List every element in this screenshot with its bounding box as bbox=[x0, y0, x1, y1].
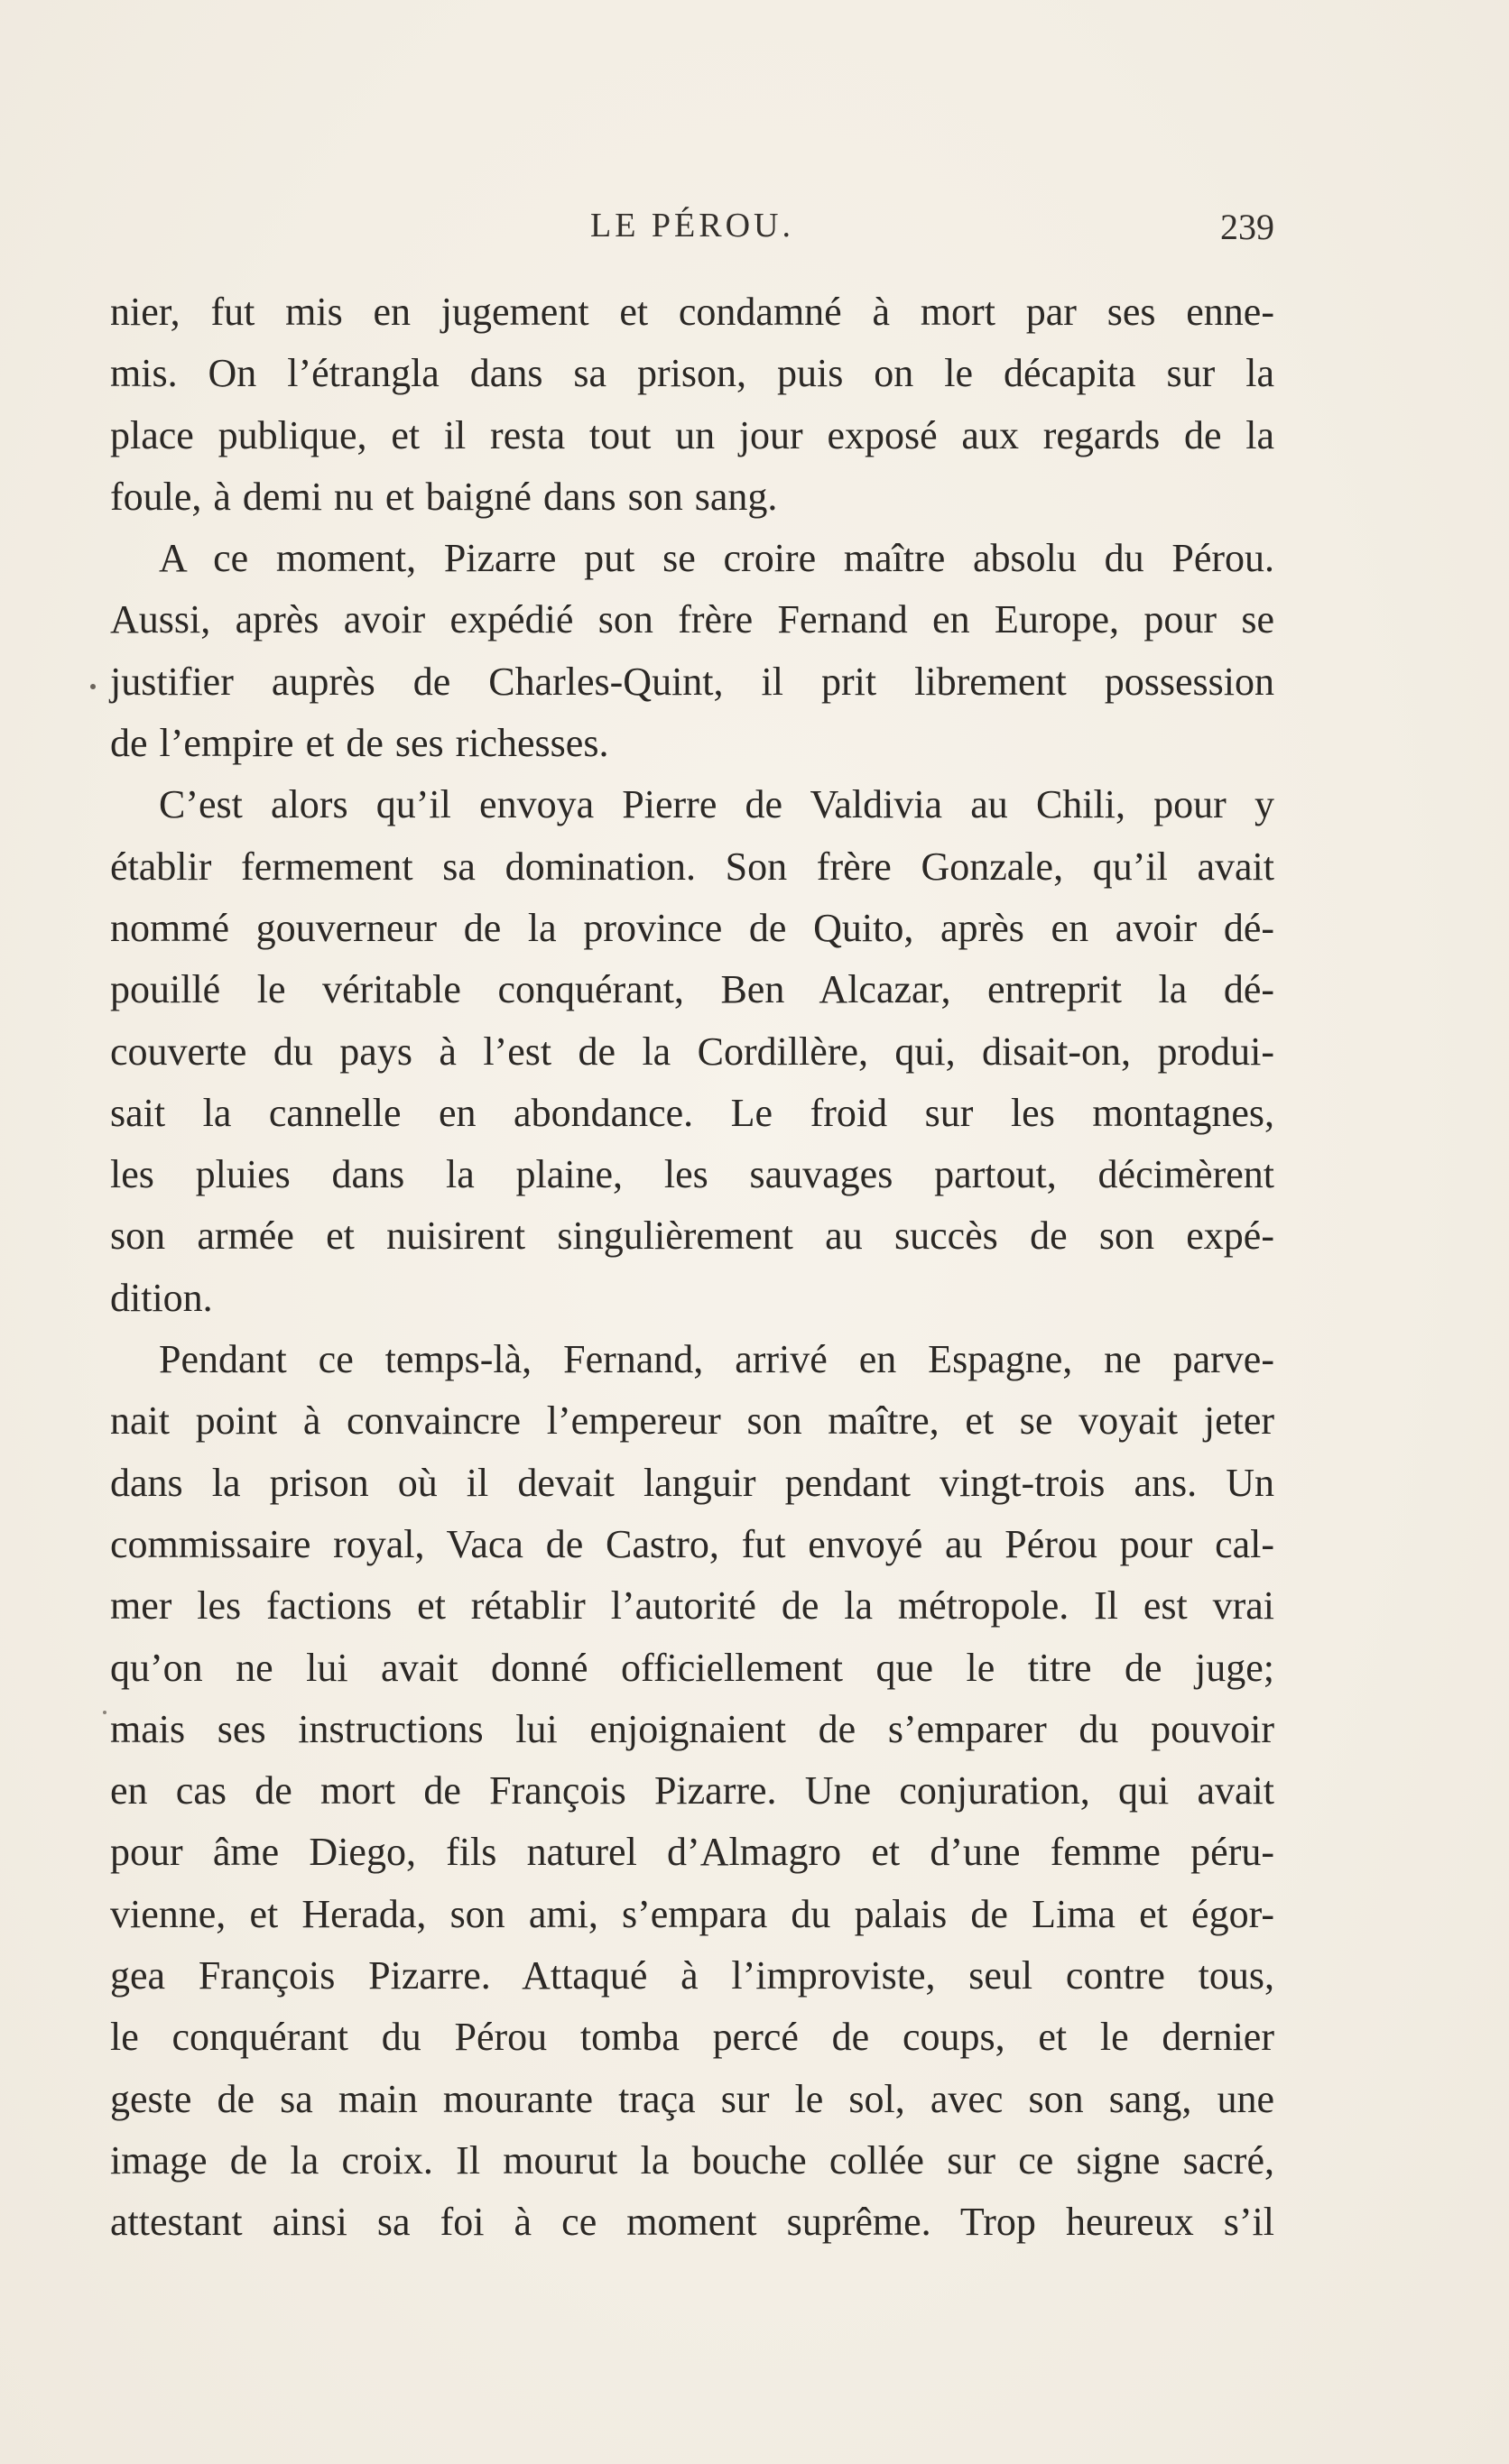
text-line: foule, à demi nu et baigné dans son sang. bbox=[110, 474, 778, 519]
text-line: dition. bbox=[110, 1275, 213, 1320]
text-line: justifier auprès de Charles-Quint, il prit librement possession bbox=[110, 659, 1274, 704]
text-line: le conquérant du Pérou tomba percé de coups, et le dernier bbox=[110, 2015, 1274, 2060]
text-line: établir fermement sa domination. Son frère Gonzale, qu’il avait bbox=[110, 844, 1274, 889]
text-line: place publique, et il resta tout un jour exposé aux regards de la bbox=[110, 412, 1274, 457]
running-head bbox=[110, 206, 1274, 260]
text-line: nier, fut mis en jugement et condamné à mort par ses enne- bbox=[110, 290, 1274, 334]
text-line: vienne, et Herada, son ami, s’empara du palais de Lima et égor- bbox=[110, 1891, 1274, 1936]
text-line: sait la cannelle en abondance. Le froid sur les montagnes, bbox=[110, 1090, 1274, 1135]
text-line: mais ses instructions lui enjoignaient de s’emparer du pouvoir bbox=[110, 1706, 1274, 1751]
text-line: commissaire royal, Vaca de Castro, fut envoyé au Pérou pour cal- bbox=[110, 1521, 1274, 1566]
text-line: de l’empire et de ses richesses. bbox=[110, 721, 609, 766]
text-line: son armée et nuisirent singulièrement au succès de son expé- bbox=[110, 1214, 1274, 1259]
text-line: dans la prison où il devait languir pendant vingt-trois ans. Un bbox=[110, 1460, 1274, 1505]
margin-mark bbox=[103, 1711, 106, 1714]
page-number: 239 bbox=[1220, 207, 1274, 247]
text-line: Pendant ce temps-là, Fernand, arrivé en Espagne, ne parve- bbox=[159, 1337, 1274, 1382]
text-line: C’est alors qu’il envoya Pierre de Valdivia au Chili, pour y bbox=[159, 782, 1274, 827]
text-line: attestant ainsi sa foi à ce moment suprême. Trop heureux s’il bbox=[110, 2200, 1274, 2245]
text-line: en cas de mort de François Pizarre. Une conjuration, qui avait bbox=[110, 1768, 1274, 1813]
running-title: LE PÉROU. bbox=[590, 207, 794, 245]
body-text bbox=[110, 281, 1274, 2254]
text-line: pouillé le véritable conquérant, Ben Alcazar, entreprit la dé- bbox=[110, 967, 1274, 1012]
text-line: couverte du pays à l’est de la Cordillère, qui, disait-on, produi- bbox=[110, 1029, 1274, 1074]
text-line: geste de sa main mourante traça sur le sol, avec son sang, une bbox=[110, 2076, 1274, 2121]
text-line: image de la croix. Il mourut la bouche collée sur ce signe sacré, bbox=[110, 2137, 1274, 2183]
text-line: qu’on ne lui avait donné officiellement que le titre de juge; bbox=[110, 1645, 1274, 1690]
margin-mark bbox=[90, 684, 96, 689]
text-line: mis. On l’étrangla dans sa prison, puis on le décapita sur la bbox=[110, 351, 1274, 396]
text-line: gea François Pizarre. Attaqué à l’improviste, seul contre tous, bbox=[110, 1953, 1274, 1998]
text-line: pour âme Diego, fils naturel d’Almagro et d’une femme péru- bbox=[110, 1830, 1274, 1875]
text-line: mer les factions et rétablir l’autorité de la métropole. Il est vrai bbox=[110, 1583, 1274, 1629]
text-line: A ce moment, Pizarre put se croire maître absolu du Pérou. bbox=[159, 536, 1274, 581]
text-line: les pluies dans la plaine, les sauvages partout, décimèrent bbox=[110, 1152, 1274, 1197]
text-line: nommé gouverneur de la province de Quito, après en avoir dé- bbox=[110, 905, 1274, 950]
text-line: Aussi, après avoir expédié son frère Fernand en Europe, pour se bbox=[110, 597, 1274, 642]
text-line: nait point à convaincre l’empereur son maître, et se voyait jeter bbox=[110, 1398, 1274, 1444]
